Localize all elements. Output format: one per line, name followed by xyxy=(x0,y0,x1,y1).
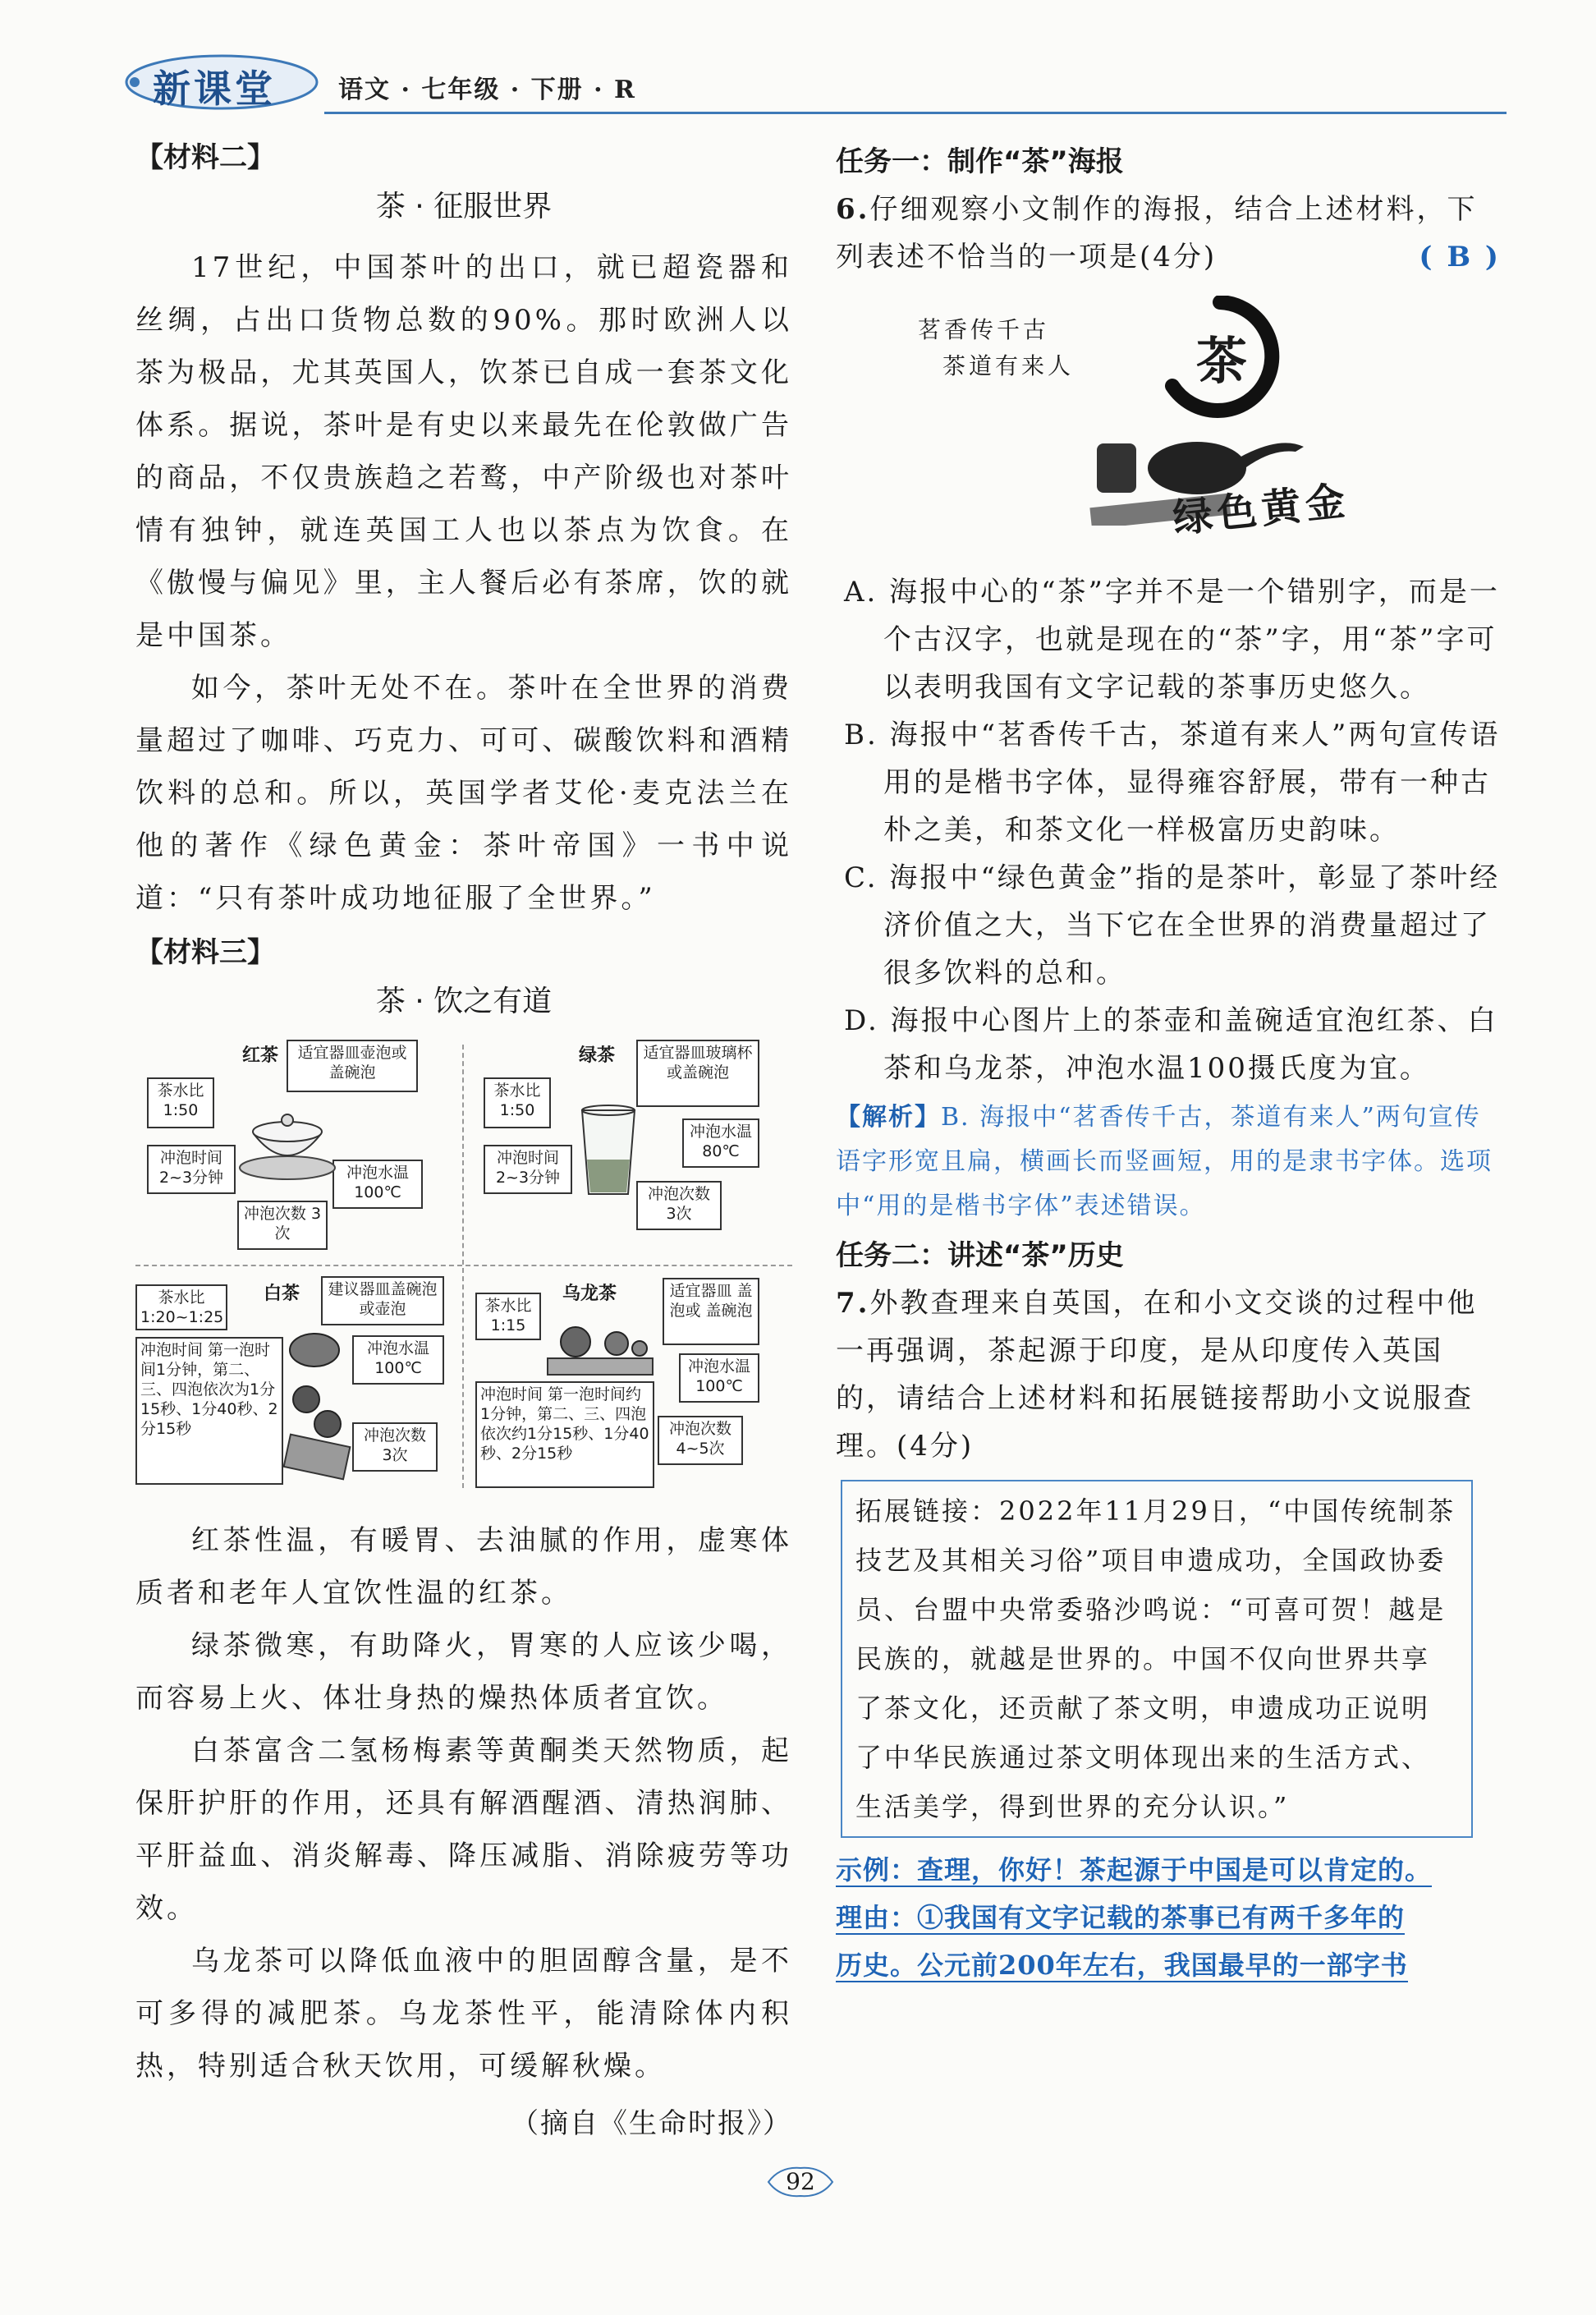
poster-slogan: 绿色黄金 xyxy=(1171,477,1352,543)
diagram-divider xyxy=(462,1045,464,1488)
tea-tray-icon xyxy=(543,1309,658,1380)
material2-paragraph: 17世纪，中国茶叶的出口，就已超瓷器和丝绸，占出口货物总数的90%。那时欧洲人以茶为极品，尤其英国人，饮茶已自成一套茶文化体系。据说，茶叶是有史以来最先在伦敦做广告的商品，不仅贵族趋之若鹜，中产阶级也对茶叶情有独钟，就连英国工人也以茶点为饮食。在《傲慢与偏见》里，主人餐后必有茶席，饮的就是中国茶。 xyxy=(135,251,792,652)
count-box: 冲泡次数 4~5次 xyxy=(658,1416,743,1465)
time-box: 冲泡时间 第一泡时间1分钟，第二、三、四泡依次为1分15秒、1分40秒、2分15秒 xyxy=(135,1337,283,1485)
vessel-box: 建议器皿盖碗泡或壶泡 xyxy=(321,1276,444,1325)
analysis xyxy=(836,1095,1501,1229)
material3-paragraph: 乌龙茶可以降低血液中的胆固醇含量，是不可多得的减肥茶。乌龙茶性平，能清除体内积热，特别适合秋天饮用，可缓解秋燥。 xyxy=(135,1945,792,2083)
ratio-box: 茶水比 1:20~1:25 xyxy=(135,1284,227,1330)
question-6 xyxy=(836,186,1501,281)
material3-title: 茶 · 饮之有道 xyxy=(375,985,553,1018)
temp-box: 冲泡水温 80℃ xyxy=(682,1118,759,1168)
question-number: 7. xyxy=(836,1287,870,1320)
sample-answer-line xyxy=(836,1846,1501,1894)
temp-box: 冲泡水温 100℃ xyxy=(352,1335,444,1385)
temp-box: 冲泡水温 100℃ xyxy=(332,1160,423,1209)
answer-text: 示例：查理，你好！茶起源于中国是可以肯定的。 xyxy=(836,1854,1433,1886)
tea-name: 乌龙茶 xyxy=(562,1284,617,1304)
expand-link-text: 拓展链接：2022年11月29日，“中国传统制茶技艺及其相关习俗”项目申遗成功，全国政协委员、台盟中央常委骆沙鸣说：“可喜可贺！越是民族的，就越是世界的。中国不仅向世界共享了茶文化，还贡献了茶文明，申遗成功正说明了中华民族通过茶文明体现出来的生活方式、生活美学，得到世界的充分认识。” xyxy=(855,1495,1456,1822)
tea-name: 白茶 xyxy=(264,1284,300,1304)
material3-heading: 【材料三】 xyxy=(135,936,275,969)
green-tea-panel xyxy=(472,1036,786,1252)
task1-heading: 任务一：制作“茶”海报 xyxy=(836,145,1124,178)
answer-text: 历史。公元前200年左右，我国最早的一部字书 xyxy=(836,1950,1408,1981)
tea-poster xyxy=(910,296,1369,558)
count-box: 冲泡次数 3次 xyxy=(237,1201,328,1250)
option-c: C. 海报中“绿色黄金”指的是茶叶，彰显了茶叶经济价值之大，当下它在全世界的消费量超过了很多饮料的总和。 xyxy=(844,861,1501,990)
question-text: 仔细观察小文制作的海报，结合上述材料，下列表述不恰当的一项是(4分) xyxy=(836,193,1478,273)
time-box: 冲泡时间 2~3分钟 xyxy=(147,1145,236,1194)
poster-line: 茗香传千古 xyxy=(918,316,1050,343)
material2-heading: 【材料二】 xyxy=(135,141,275,174)
page-number-text: 92 xyxy=(786,2168,815,2195)
question-7 xyxy=(836,1279,1501,1470)
vessel-box: 适宜器皿 盖泡或 盖碗泡 xyxy=(663,1278,759,1345)
source-citation: （摘自《生命时报》） xyxy=(511,2107,792,2140)
ratio-box: 茶水比 1:15 xyxy=(475,1293,541,1340)
oolong-tea-panel xyxy=(472,1276,786,1491)
material3-paragraph: 绿茶微寒，有助降火，胃寒的人应该少喝，而容易上火、体壮身热的燥热体质者宜饮。 xyxy=(135,1629,792,1715)
option-a: A. 海报中心的“茶”字并不是一个错别字，而是一个古汉字，也就是现在的“茶”字，用“茶”字可以表明我国有文字记载的茶事历史悠久。 xyxy=(844,576,1500,704)
option-d: D. 海报中心图片上的茶壶和盖碗适宜泡红茶、白茶和乌龙茶，冲泡水温100摄氏度为宜。 xyxy=(844,1004,1498,1085)
logo-text: 新课堂 xyxy=(153,67,276,111)
vessel-box: 适宜器皿壶泡或盖碗泡 xyxy=(287,1040,418,1092)
gaiwan-icon xyxy=(234,1094,341,1184)
material3-paragraph: 红茶性温，有暖胃、去油腻的作用，虚寒体质者和老年人宜饮性温的红茶。 xyxy=(135,1524,792,1610)
poster-line: 茶道有来人 xyxy=(942,352,1075,379)
book-subtitle: 语文 · 七年级 · 下册 · R xyxy=(338,76,636,104)
material2-title: 茶 · 征服世界 xyxy=(375,190,553,223)
count-box: 冲泡次数 3次 xyxy=(636,1181,722,1230)
material3-paragraph: 白茶富含二氢杨梅素等黄酮类天然物质，起保肝护肝的作用，还具有解酒醒酒、清热润肺、平肝益血、消炎解毒、降压减脂、消除疲劳等功效。 xyxy=(135,1734,792,1925)
task2-heading: 任务二：讲述“茶”历史 xyxy=(836,1239,1124,1272)
question-number: 6. xyxy=(836,193,870,226)
tea-brewing-diagram xyxy=(135,1036,792,1496)
sample-answer-line xyxy=(836,1894,1501,1941)
time-box: 冲泡时间 2~3分钟 xyxy=(484,1145,572,1194)
header-rule xyxy=(324,112,1507,114)
right-column xyxy=(836,138,1501,1989)
glass-cup-icon xyxy=(576,1102,641,1201)
tea-name: 红茶 xyxy=(242,1045,279,1066)
page-number xyxy=(764,2163,837,2201)
option-b: B. 海报中“茗香传千古，茶道有来人”两句宣传语用的是楷书字体，显得雍容舒展，带有一种古朴之美，和茶文化一样极富历史韵味。 xyxy=(844,719,1501,847)
expand-link-box xyxy=(841,1480,1473,1838)
poster-center-char: 茶 xyxy=(1195,331,1247,391)
tea-name: 绿茶 xyxy=(579,1045,616,1066)
time-box: 冲泡时间 第一泡时间约1分钟，第二、三、四泡依次约1分15秒、1分40秒、2分15秒 xyxy=(475,1381,654,1488)
answer-text: 理由：①我国有文字记载的茶事已有两千多年的 xyxy=(836,1902,1406,1933)
temp-box: 冲泡水温 100℃ xyxy=(679,1353,759,1403)
ratio-box: 茶水比 1:50 xyxy=(147,1077,214,1128)
sample-answer-line xyxy=(836,1941,1501,1989)
count-box: 冲泡次数 3次 xyxy=(352,1422,438,1472)
material2-paragraph: 如今，茶叶无处不在。茶叶在全世界的消费量超过了咖啡、巧克力、可可、碳酸饮料和酒精饮料的总和。所以，英国学者艾伦·麦克法兰在他的著作《绿色黄金：茶叶帝国》一书中说道：“只有茶叶成功地征服了全世界。” xyxy=(135,672,792,915)
series-logo xyxy=(123,51,320,112)
diagram-divider xyxy=(135,1265,792,1266)
answer-choice: ( B ) xyxy=(1419,241,1501,273)
teapot-set-icon xyxy=(282,1325,352,1481)
question-text: 外教查理来自英国，在和小文交谈的过程中他一再强调，茶起源于印度，是从印度传入英国的，请结合上述材料和拓展链接帮助小文说服查理。(4分) xyxy=(836,1287,1478,1463)
left-column xyxy=(135,138,792,2148)
ratio-box: 茶水比 1:50 xyxy=(484,1077,551,1128)
red-tea-panel xyxy=(135,1036,449,1252)
vessel-box: 适宜器皿玻璃杯或盖碗泡 xyxy=(636,1040,759,1107)
analysis-text: B. 海报中“茗香传千古，茶道有来人”两句宣传语字形宽且扁，横画长而竖画短，用的是隶书字体。选项中“用的是楷书字体”表述错误。 xyxy=(836,1103,1493,1220)
analysis-label: 【解析】 xyxy=(836,1103,941,1132)
white-tea-panel xyxy=(135,1276,449,1491)
